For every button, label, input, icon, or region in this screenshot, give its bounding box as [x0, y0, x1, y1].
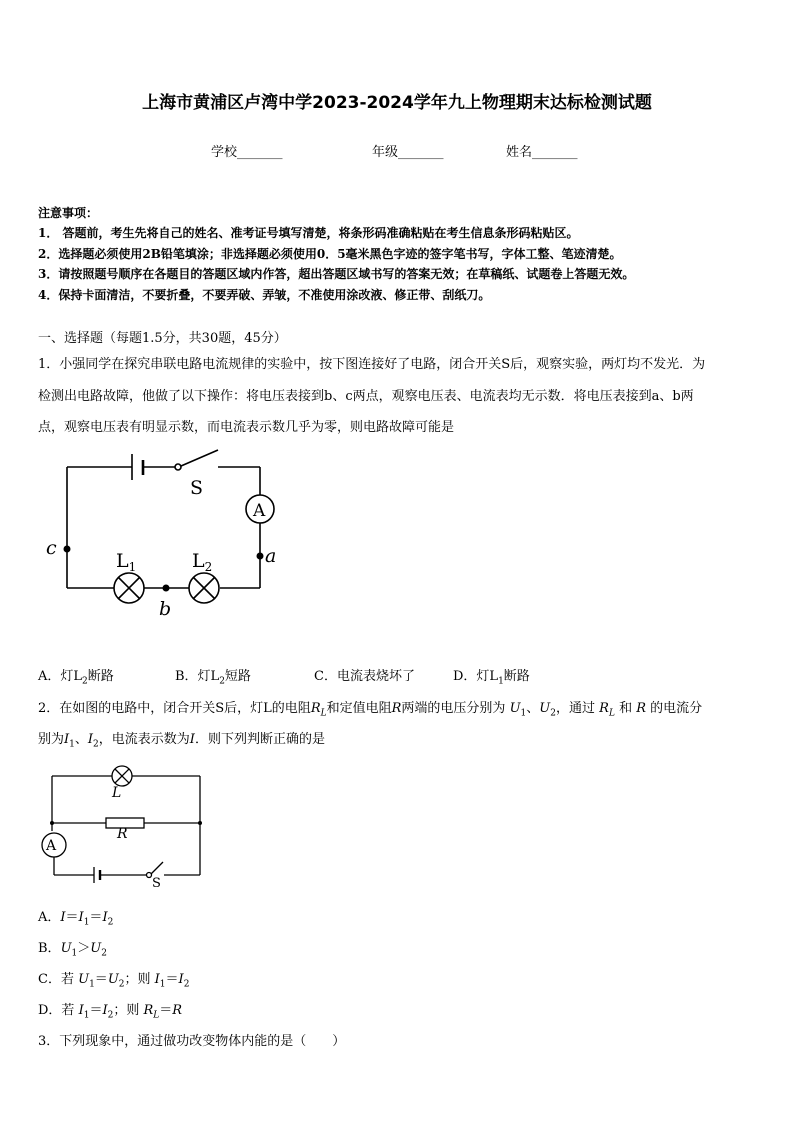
switch-blade [151, 862, 163, 874]
q1-option-c[interactable]: C．电流表烧坏了 [314, 669, 415, 684]
lamp-label: L [112, 785, 122, 801]
resistor-label: R [117, 826, 128, 842]
q2-line: 别为$I_1$、$I_2$，电流表示数为I．则下列判断正确的是 [38, 732, 325, 750]
q2-option-b[interactable]: B．$U_1>U_2$ [38, 941, 107, 959]
q1-line: 检测出电路故障，他做了以下操作：将电压表接到b、c两点，观察电压表、电流表均无示数．将电压表接到a、b两 [38, 389, 694, 404]
q2-option-a[interactable]: A．$I=I_1=I_2$ [38, 910, 114, 928]
ammeter-label: A [253, 501, 266, 521]
switch-label: S [190, 477, 204, 499]
node-a-label: a [265, 545, 277, 567]
school-field: 学校_______ [211, 145, 283, 160]
q2-option-c[interactable]: C．若 $U_1=U_2$；则 $I_1=I_2$ [38, 972, 190, 990]
lamp-l2-label: $L_2$ [192, 550, 213, 574]
q1-circuit-diagram [40, 448, 300, 628]
node-c [64, 546, 71, 553]
notice-item: 4．保持卡面清洁，不要折叠，不要弄破、弄皱，不准使用涂改液、修正带、刮纸刀。 [38, 288, 491, 302]
lamp-l1-label: $L_1$ [116, 550, 137, 574]
ammeter-label: A [46, 838, 57, 854]
q1-option-b[interactable]: B．灯$L_2$短路 [175, 669, 251, 687]
q1-option-d[interactable]: D．灯$L_1$断路 [453, 669, 530, 687]
switch-pivot [175, 464, 181, 470]
name-field: 姓名_______ [506, 145, 578, 160]
notice-item: 1． 答题前，考生先将自己的姓名、准考证号填写清楚，将条形码准确粘贴在考生信息条形码粘贴区。 [38, 226, 579, 240]
section-title: 一、选择题（每题1.5分，共30题，45分） [38, 331, 287, 346]
q1-option-a[interactable]: A．灯$L_2$断路 [38, 669, 114, 687]
q2-line: 2．在如图的电路中，闭合开关S后，灯L的电阻$R_L$和定值电阻R两端的电压分别为 $U_1$、$U_2$，通过 $R_L$ 和 R 的电流分 [38, 701, 703, 719]
page-title: 上海市黄浦区卢湾中学2023-2024学年九上物理期末达标检测试题 [142, 93, 652, 113]
node-c-label: c [46, 537, 57, 559]
switch-label: S [152, 876, 161, 890]
switch-pivot [147, 873, 152, 878]
node-a [257, 553, 264, 560]
q1-line: 点，观察电压表有明显示数，而电流表示数几乎为零，则电路故障可能是 [38, 420, 455, 435]
q3-line: 3．下列现象中，通过做功改变物体内能的是（ ） [38, 1034, 346, 1049]
notice-item: 3．请按照题号顺序在各题目的答题区域内作答，超出答题区域书写的答案无效；在草稿纸、试题卷上答题无效。 [38, 267, 635, 281]
node-b-label: b [159, 598, 172, 620]
switch-blade [181, 450, 218, 466]
q1-line: 1．小强同学在探究串联电路电流规律的实验中，按下图连接好了电路，闭合开关S后，观察实验，两灯均不发光．为 [38, 357, 706, 372]
junction-left [50, 821, 54, 825]
grade-field: 年级_______ [372, 145, 444, 160]
notice-item: 2．选择题必须使用2B铅笔填涂；非选择题必须使用0．5毫米黑色字迹的签字笔书写，字体工整、笔迹清楚。 [38, 247, 622, 261]
q2-option-d[interactable]: D．若 $I_1=I_2$；则 $R_L=R$ [38, 1003, 183, 1021]
junction-right [198, 821, 202, 825]
notice-heading: 注意事项： [38, 206, 99, 220]
node-b [163, 585, 170, 592]
q2-circuit-diagram [38, 760, 218, 890]
